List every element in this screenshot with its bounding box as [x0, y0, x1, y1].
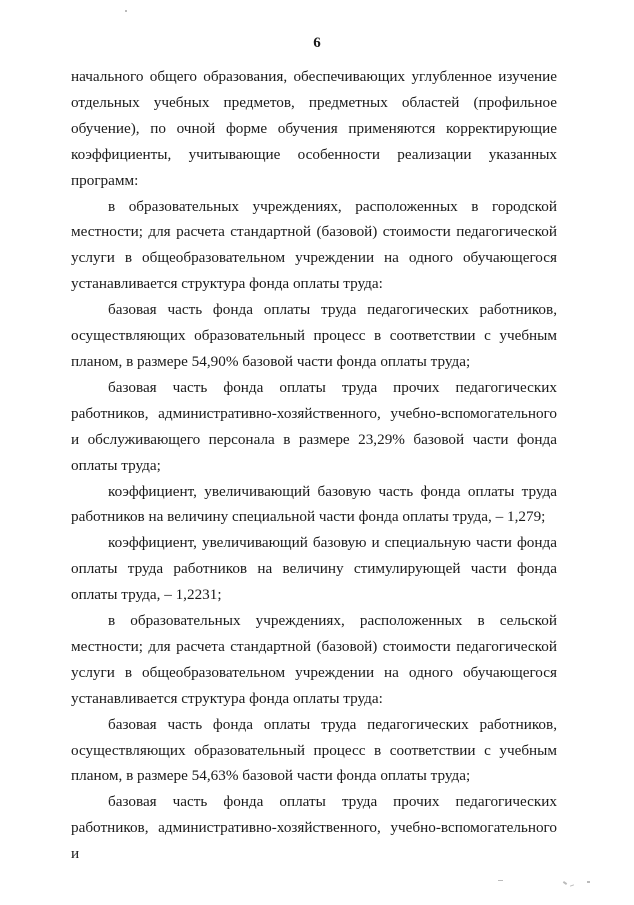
scan-speck: [587, 881, 590, 883]
scan-speck: [570, 884, 574, 886]
paragraph: базовая часть фонда оплаты труда педагогических работников, осуществляющих образовательный процесс в соответствии с учебным планом, в размере 54,90% базовой части фонда оплаты труда;: [71, 301, 557, 370]
paragraph: начального общего образования, обеспечивающих углубленное изучение отдельных учебных предметов, предметных областей (профильное обучение), по очной форме обучения применяются корректирующие коэффициенты, учитывающие особенности реализации указанных программ:: [71, 68, 557, 189]
paragraph: базовая часть фонда оплаты труда прочих педагогических работников, административно-хозяйственного, учебно-вспомогательного и: [71, 793, 557, 863]
paragraph: базовая часть фонда оплаты труда прочих педагогических работников, административно-хозяйственного, учебно-вспомогательного и обслуживающего персонала в размере 23,29% базовой части фонда оплаты труда;: [71, 378, 557, 474]
scan-speck: [125, 10, 127, 12]
page-number: 6: [313, 35, 321, 51]
document-body: [71, 64, 557, 867]
paragraph: в образовательных учреждениях, расположенных в городской местности; для расчета стандартной (базовой) стоимости педагогической услуги в общеобразовательном учреждении на одного обучающегося устанавливается структура фонда оплаты труда:: [71, 197, 557, 293]
paragraph: коэффициент, увеличивающий базовую и специальную части фонда оплаты труда работников на величину стимулирующей части фонда оплаты труда, – 1,2231;: [71, 534, 557, 604]
scan-speck: [563, 881, 567, 885]
paragraph: коэффициент, увеличивающий базовую часть фонда оплаты труда работников на величину специальной части фонда оплаты труда, – 1,279;: [71, 482, 557, 526]
paragraph: в образовательных учреждениях, расположенных в сельской местности; для расчета стандартной (базовой) стоимости педагогической услуги в общеобразовательном учреждении на одного обучающегося устанавливается структура фонда оплаты труда:: [71, 612, 557, 707]
scan-speck: [498, 880, 503, 881]
paragraph: базовая часть фонда оплаты труда педагогических работников, осуществляющих образовательный процесс в соответствии с учебным планом, в размере 54,63% базовой части фонда оплаты труда;: [71, 715, 557, 785]
